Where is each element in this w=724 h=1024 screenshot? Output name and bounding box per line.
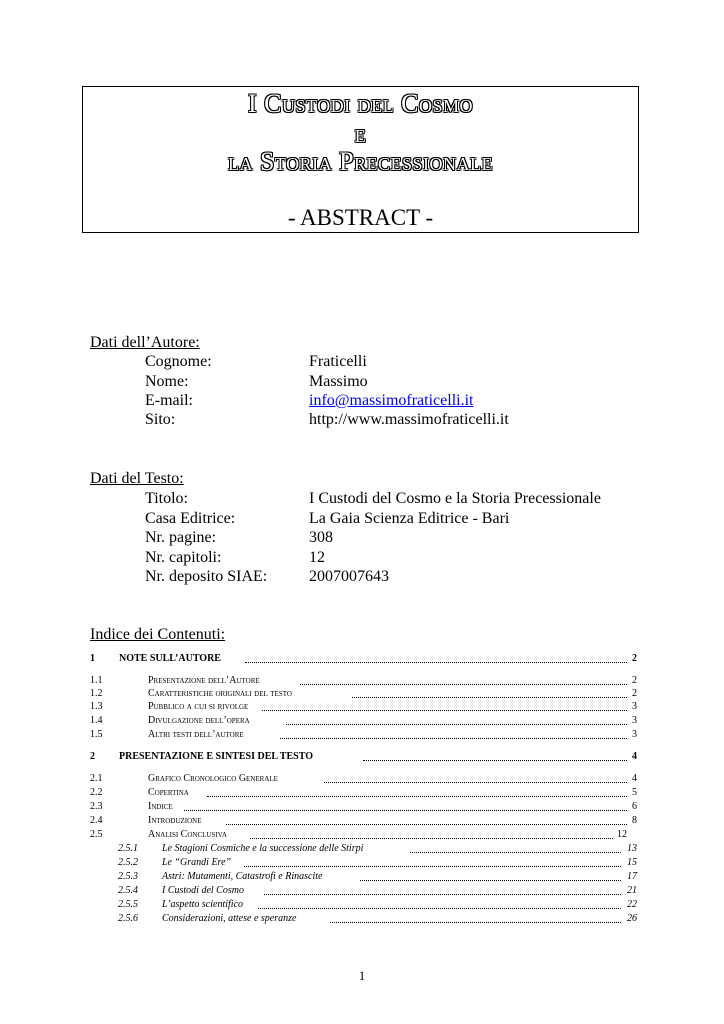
toc-text: Le Stagioni Cosmiche e la successione delle Stirpi	[162, 843, 364, 854]
toc-text: Indice	[148, 801, 173, 812]
text-heading: Dati del Testo:	[90, 470, 184, 487]
toc-entry[interactable]	[118, 913, 637, 926]
field-value: http://www.massimofraticelli.it	[309, 411, 509, 428]
field-value: I Custodi del Cosmo e la Storia Precessionale	[309, 490, 601, 507]
toc-text: Le “Grandi Ere”	[162, 857, 232, 868]
toc-entry[interactable]	[90, 729, 637, 742]
toc-number: 2.2	[90, 787, 103, 798]
toc-page: 5	[632, 787, 637, 798]
toc-number: 2.5.5	[118, 899, 138, 910]
field-label: Titolo:	[145, 490, 188, 507]
toc-page: 22	[627, 899, 637, 910]
toc-entry[interactable]	[90, 801, 637, 814]
text-row-siae	[145, 568, 665, 588]
toc-entry[interactable]	[90, 829, 627, 842]
toc-page: 2	[632, 675, 637, 686]
toc-text: Presentazione dell’Autore	[148, 675, 260, 686]
text-row-chapters	[145, 549, 665, 569]
toc-number: 1.3	[90, 701, 103, 712]
text-row-publisher	[145, 510, 665, 530]
toc-entry[interactable]	[118, 899, 637, 912]
toc-text: Divulgazione dell’opera	[148, 715, 250, 726]
title-box	[82, 86, 639, 233]
field-label: Nome:	[145, 373, 189, 390]
toc-entry[interactable]	[118, 843, 637, 856]
toc-number: 2.5.6	[118, 913, 138, 924]
toc-page: 13	[627, 843, 637, 854]
field-label: Nr. pagine:	[145, 529, 217, 546]
title-line-1: I Custodi del Cosmo	[247, 89, 474, 118]
toc-number: 2.5.2	[118, 857, 138, 868]
toc-page: 4	[632, 751, 637, 762]
toc-page: 15	[627, 857, 637, 868]
field-label: Casa Editrice:	[145, 510, 236, 527]
toc-text: Analisi Conclusiva	[148, 829, 227, 840]
toc-page: 8	[632, 815, 637, 826]
toc-text: NOTE SULL’AUTORE	[119, 653, 221, 664]
author-heading: Dati dell’Autore:	[90, 334, 200, 351]
toc-page: 2	[632, 653, 637, 664]
abstract-subtitle: - ABSTRACT -	[287, 205, 434, 230]
toc-number: 1.4	[90, 715, 103, 726]
toc-number: 2.5	[90, 829, 103, 840]
toc-page: 26	[627, 913, 637, 924]
field-value: Massimo	[309, 373, 368, 390]
field-label: E-mail:	[145, 392, 193, 409]
toc-number: 2.4	[90, 815, 103, 826]
toc-entry[interactable]	[90, 773, 637, 786]
toc-entry[interactable]	[90, 675, 637, 688]
toc-entry[interactable]	[118, 871, 637, 884]
toc-entry[interactable]	[90, 751, 637, 764]
field-label: Nr. deposito SIAE:	[145, 568, 268, 585]
toc-page: 2	[632, 688, 637, 699]
author-row-name	[145, 373, 665, 393]
title-line-2: e	[354, 119, 367, 148]
toc-page: 21	[627, 885, 637, 896]
toc-heading: Indice dei Contenuti:	[90, 626, 226, 643]
toc-entry[interactable]	[90, 787, 637, 800]
toc-text: Caratteristiche originali del testo	[148, 688, 292, 699]
field-label: Nr. capitoli:	[145, 549, 222, 566]
toc-text: Considerazioni, attese e speranze	[162, 913, 297, 924]
toc-page: 3	[632, 701, 637, 712]
field-value: 2007007643	[309, 568, 389, 585]
toc-entry[interactable]	[90, 688, 637, 701]
author-row-site	[145, 411, 665, 431]
toc-number: 2.5.4	[118, 885, 138, 896]
toc-number: 1.2	[90, 688, 103, 699]
toc-text: Pubblico a cui si rivolge	[148, 701, 249, 712]
toc-page: 17	[627, 871, 637, 882]
author-row-email	[145, 392, 665, 412]
toc-number: 2.5.1	[118, 843, 138, 854]
toc-number: 1.5	[90, 729, 103, 740]
field-label: Sito:	[145, 411, 176, 428]
field-value: 308	[309, 529, 333, 546]
title-line-3: la Storia Precessionale	[227, 147, 494, 176]
toc-text: PRESENTAZIONE E SINTESI DEL TESTO	[119, 751, 313, 762]
email-link[interactable]: info@massimofraticelli.it	[309, 392, 474, 409]
toc-page: 4	[632, 773, 637, 784]
toc-entry[interactable]	[118, 885, 637, 898]
toc-text: L’aspetto scientifico	[162, 899, 244, 910]
toc-entry[interactable]	[90, 701, 637, 714]
toc-number: 2.1	[90, 773, 103, 784]
text-row-title	[145, 490, 665, 510]
toc-number: 2.5.3	[118, 871, 138, 882]
toc-entry[interactable]	[90, 815, 637, 828]
toc-number: 1	[90, 653, 95, 664]
toc-text: Altri testi dell’autore	[148, 729, 244, 740]
toc-number: 2	[90, 751, 95, 762]
toc-text: Copertina	[148, 787, 189, 798]
toc-number: 2.3	[90, 801, 103, 812]
page-number: 1	[358, 968, 366, 983]
field-value: 12	[309, 549, 325, 566]
toc-entry[interactable]	[90, 715, 637, 728]
toc-page: 6	[632, 801, 637, 812]
toc-page: 12	[617, 829, 627, 840]
toc-text: Astri: Mutamenti, Catastrofi e Rinascite	[162, 871, 323, 882]
field-value: Fraticelli	[309, 353, 367, 370]
toc-number: 1.1	[90, 675, 103, 686]
toc-text: Grafico Cronologico Generale	[148, 773, 278, 784]
toc-text: Introduzione	[148, 815, 202, 826]
toc-text: I Custodi del Cosmo	[162, 885, 244, 896]
toc-entry[interactable]	[90, 653, 637, 666]
field-label: Cognome:	[145, 353, 212, 370]
author-row-surname	[145, 353, 665, 373]
toc-entry[interactable]	[118, 857, 637, 870]
toc-page: 3	[632, 729, 637, 740]
toc-page: 3	[632, 715, 637, 726]
text-row-pages	[145, 529, 665, 549]
field-value: La Gaia Scienza Editrice - Bari	[309, 510, 510, 527]
